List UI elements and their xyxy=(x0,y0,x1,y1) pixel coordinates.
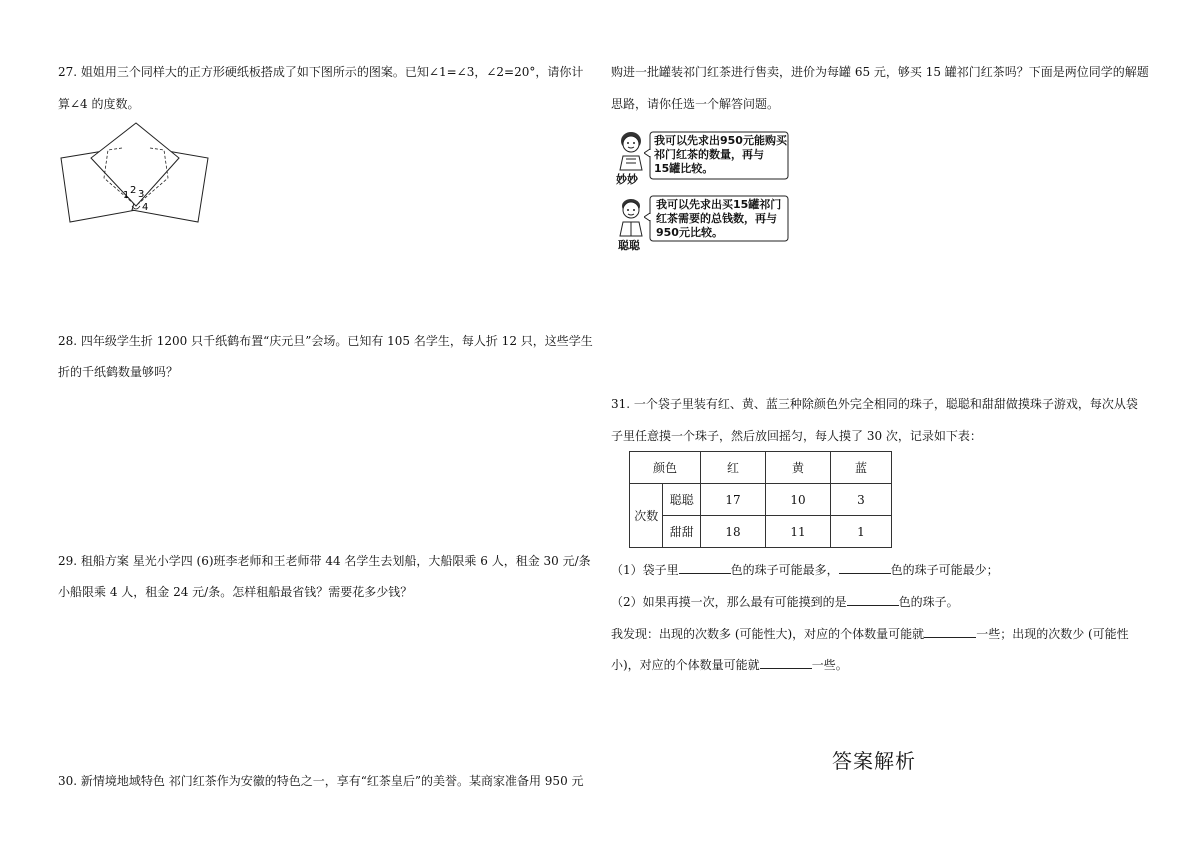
q31-sub1-part-a: （1）袋子里 xyxy=(611,563,679,577)
q28-text-line2: 折的千纸鹤数量够吗？ xyxy=(58,365,179,379)
answer-blank[interactable] xyxy=(679,561,731,574)
angle-label-2: 2 xyxy=(130,185,137,196)
answer-blank[interactable] xyxy=(839,561,891,574)
q30-text-line3: 思路，请你任选一个解答问题。 xyxy=(611,97,780,111)
q31-sub2 xyxy=(611,593,959,610)
student-miaomiao-name: 妙妙 xyxy=(616,173,638,186)
table-header-blue: 蓝 xyxy=(831,452,892,484)
q31-sub1-part-c: 色的珠子可能最少； xyxy=(890,563,999,577)
table-count-label: 次数 xyxy=(630,484,663,548)
q31-finding-part-d: 一些。 xyxy=(811,658,848,672)
bead-record-table xyxy=(629,451,892,548)
table-cell: 11 xyxy=(766,516,831,548)
q29-text-line1: 29. 租船方案 星光小学四 (6)班李老师和王老师带 44 名学生去划船，大船限乘 6 人，租金 30 元/条 xyxy=(58,554,591,568)
answer-blank[interactable] xyxy=(924,625,976,638)
bubble-congcong-line1: 我可以先求出买15罐祁门 xyxy=(656,198,782,211)
bubble-miaomiao-line3: 15罐比较。 xyxy=(654,162,714,175)
q30-text-line1: 30. 新情境地域特色 祁门红茶作为安徽的特色之一，享有“红茶皇后”的美誉。某商家准备用 950 元 xyxy=(58,774,584,788)
answer-blank[interactable] xyxy=(760,656,812,669)
q31-sub1-part-b: 色的珠子可能最多， xyxy=(730,563,839,577)
table-header-red: 红 xyxy=(701,452,766,484)
q31-finding-line1 xyxy=(611,625,1129,642)
table-header-row xyxy=(630,452,892,484)
student-miaomiao-avatar xyxy=(614,130,648,172)
q27-text-line1: 27. 姐姐用三个同样大的正方形硬纸板搭成了如下图所示的图案。已知∠1=∠3，∠2=20°，请你计 xyxy=(58,65,584,79)
q31-finding-part-c: 小)，对应的个体数量可能就 xyxy=(611,658,760,672)
student-congcong-name: 聪聪 xyxy=(618,239,640,252)
q31-finding-part-b: 一些；出现的次数少 (可能性 xyxy=(976,627,1129,641)
bubble-congcong-line3: 950元比较。 xyxy=(656,226,723,239)
table-row-name: 聪聪 xyxy=(663,484,701,516)
table-row xyxy=(630,484,892,516)
angle-label-1: 1 xyxy=(123,190,130,201)
bubble-congcong-line2: 红茶需要的总钱数，再与 xyxy=(656,212,777,225)
table-header-color: 颜色 xyxy=(630,452,701,484)
answer-blank[interactable] xyxy=(847,593,899,606)
q31-text-line1: 31. 一个袋子里装有红、黄、蓝三种除颜色外完全相同的珠子，聪聪和甜甜做摸珠子游戏，每次从袋 xyxy=(611,397,1138,411)
q31-sub2-part-b: 色的珠子。 xyxy=(898,595,959,609)
table-cell: 1 xyxy=(831,516,892,548)
q31-finding-line2 xyxy=(611,656,848,673)
table-cell: 3 xyxy=(831,484,892,516)
q27-squares-figure xyxy=(56,118,216,228)
q31-text-line2: 子里任意摸一个珠子，然后放回摇匀，每人摸了 30 次，记录如下表： xyxy=(611,429,982,443)
student-congcong-avatar xyxy=(614,196,648,238)
q31-sub1 xyxy=(611,561,999,578)
table-row xyxy=(630,516,892,548)
bubble-miaomiao-line2: 祁门红茶的数量，再与 xyxy=(654,148,764,161)
table-cell: 18 xyxy=(701,516,766,548)
bubble-miaomiao-line1: 我可以先求出950元能购买 xyxy=(654,134,787,147)
angle-label-3: 3 xyxy=(138,189,145,200)
table-header-yellow: 黄 xyxy=(766,452,831,484)
angle-label-4: 4 xyxy=(142,202,149,213)
q27-text-line2: 算∠4 的度数。 xyxy=(58,97,140,111)
q30-text-line2: 购进一批罐装祁门红茶进行售卖，进价为每罐 65 元，够买 15 罐祁门红茶吗？下面是两位同学的解题 xyxy=(611,65,1149,79)
q31-sub2-part-a: （2）如果再摸一次，那么最有可能摸到的是 xyxy=(611,595,847,609)
answer-section-heading: 答案解析 xyxy=(832,749,916,773)
q31-finding-part-a: 我发现：出现的次数多 (可能性大)，对应的个体数量可能就 xyxy=(611,627,925,641)
table-cell: 10 xyxy=(766,484,831,516)
q28-text-line1: 28. 四年级学生折 1200 只千纸鹤布置“庆元旦”会场。已知有 105 名学生，每人折 12 只，这些学生 xyxy=(58,334,593,348)
q29-text-line2: 小船限乘 4 人，租金 24 元/条。怎样租船最省钱？需要花多少钱？ xyxy=(58,585,413,599)
table-row-name: 甜甜 xyxy=(663,516,701,548)
table-cell: 17 xyxy=(701,484,766,516)
